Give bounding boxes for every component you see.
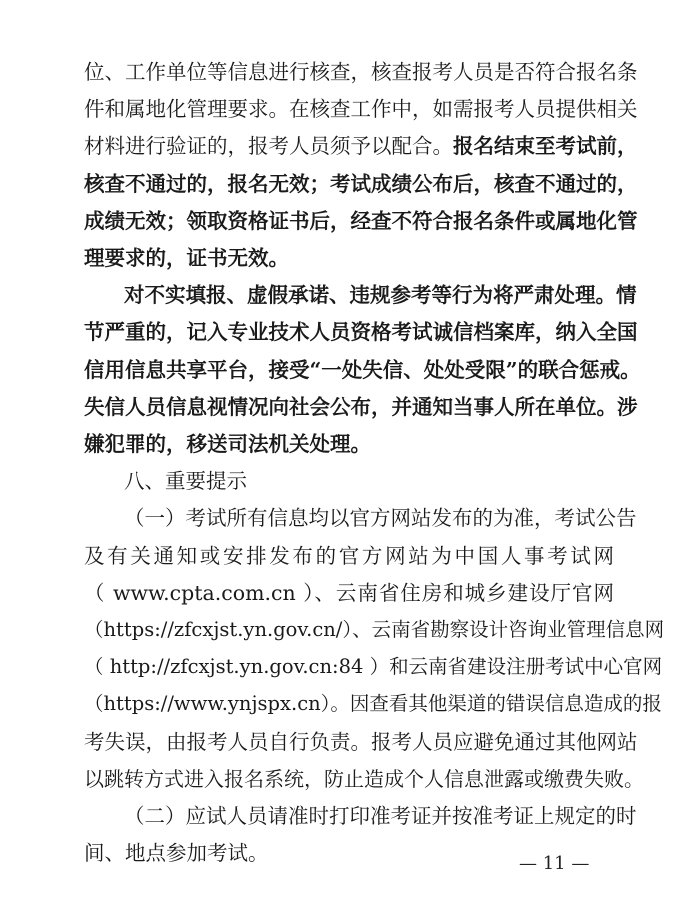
paragraph-line-18: （https://www.ynjspx.cn）。因查看其他渠道的错误信息造成的报 [84,692,662,715]
paragraph-line-6: 理要求的，证书无效。 [84,246,289,270]
paragraph-line-11: 嫌犯罪的，移送司法机关处理。 [84,432,371,456]
page-number: — 11 — [519,853,590,874]
section-heading: 八、重要提示 [124,469,247,493]
paragraph-line-1: 位、工作单位等信息进行核查，核查报考人员是否符合报名条 [84,60,638,84]
paragraph-line-7: 对不实填报、虚假承诺、违规参考等行为将严肃处理。情 [124,283,637,307]
paragraph-line-19: 考失误，由报考人员自行负责。报考人员应避免通过其他网站 [84,730,638,754]
paragraph-line-22: 间、地点参加考试。 [84,841,269,865]
paragraph-line-9: 信用信息共享平台，接受“一处失信、处处受限”的联合惩戒。 [84,358,641,382]
paragraph-line-3-normal: 材料进行验证的，报考人员须予以配合。 [84,134,453,158]
paragraph-line-14: 及有关通知或安排发布的官方网站为中国人事考试网 [84,544,614,568]
paragraph-line-20: 以跳转方式进入报名系统，防止造成个人信息泄露或缴费失败。 [84,767,644,791]
paragraph-line-3-bold: 报名结束至考试前， [453,134,638,158]
paragraph-line-3 [84,129,638,163]
paragraph-line-2: 件和属地化管理要求。在核查工作中，如需报考人员提供相关 [84,97,638,121]
paragraph-line-21: （二）应试人员请准时打印准考证并按准考证上规定的时 [124,804,637,828]
paragraph-line-16: （https://zfcxjst.yn.gov.cn/）、云南省勘察设计咨询业管理信息网 [84,618,665,641]
paragraph-line-8: 节严重的，记入专业技术人员资格考试诚信档案库，纳入全国 [84,320,638,344]
paragraph-line-17: （ http://zfcxjst.yn.gov.cn:84 ）和云南省建设注册考试中心官网 [84,655,663,678]
paragraph-line-5: 成绩无效；领取资格证书后，经查不符合报名条件或属地化管 [84,209,638,233]
paragraph-line-4: 核查不通过的，报名无效；考试成绩公布后，核查不通过的， [84,172,638,196]
paragraph-line-13: （一）考试所有信息均以官方网站发布的为准，考试公告 [124,506,637,530]
paragraph-line-10: 失信人员信息视情况向社会公布，并通知当事人所在单位。涉 [84,395,638,419]
paragraph-line-15: （ www.cpta.com.cn ）、云南省住房和城乡建设厅官网 [84,581,614,605]
